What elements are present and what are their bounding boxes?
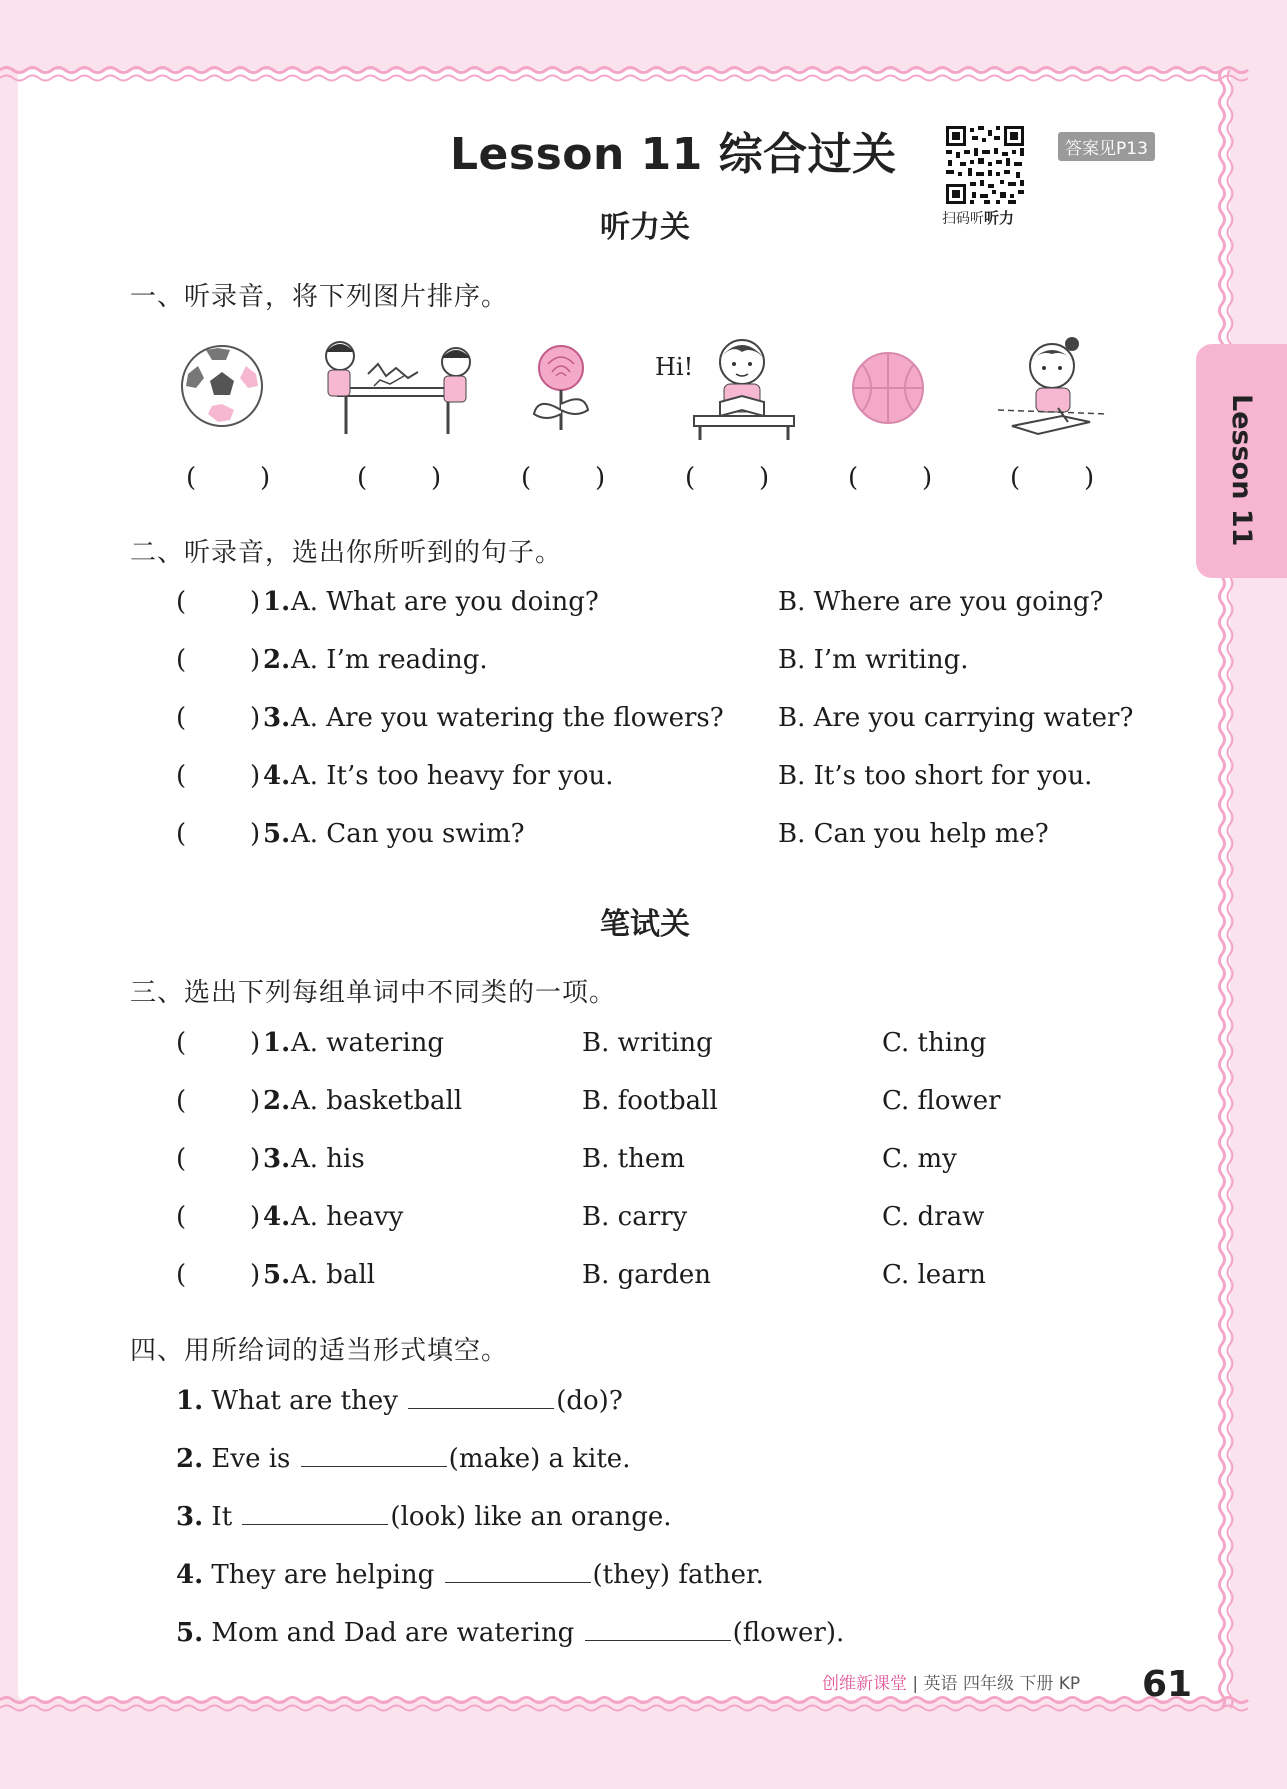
option-b[interactable]: B. Where are you going?	[778, 587, 1104, 617]
picture-answer-close-paren: )	[922, 463, 933, 493]
lesson-side-tab-label: Lesson 11	[1226, 394, 1257, 547]
option-a[interactable]: A. Are you watering the flowers?	[291, 703, 724, 733]
picture-answer-close-paren: )	[260, 463, 271, 493]
answer-blank-input[interactable]	[301, 1444, 447, 1467]
question-number: 3.	[176, 1502, 204, 1532]
option-a[interactable]: A. ball	[291, 1260, 376, 1290]
option-c[interactable]: C. my	[882, 1144, 957, 1174]
qr-caption-bold: 听力	[984, 209, 1015, 227]
answer-close-paren: )	[250, 761, 261, 791]
picture-answer-close-paren: )	[595, 463, 606, 493]
children-drawing-icon	[318, 334, 474, 438]
picture-answer-close-paren: )	[759, 463, 770, 493]
footer-brand: 创维新课堂	[822, 1674, 907, 1694]
picture-answer-open-paren: (	[357, 463, 368, 493]
option-a[interactable]: A. his	[291, 1144, 365, 1174]
speech-bubble-text: Hi!	[655, 353, 694, 381]
answer-open-paren: (	[176, 1086, 187, 1116]
answer-open-paren: (	[176, 703, 187, 733]
question-number: 5.	[176, 1618, 204, 1648]
question-number: 4.	[263, 1202, 291, 1232]
footer-info: 创维新课堂 | 英语 四年级 下册 KP	[822, 1674, 1081, 1694]
question-number: 4.	[176, 1560, 204, 1590]
fill-in-row	[176, 1386, 623, 1416]
question-number: 2.	[176, 1444, 204, 1474]
picture-answer-open-paren: (	[848, 463, 859, 493]
question-number: 4.	[263, 761, 291, 791]
option-a[interactable]: A. It’s too heavy for you.	[291, 761, 614, 791]
fill-in-row	[176, 1502, 672, 1532]
sentence-before-blank: Eve is	[211, 1444, 291, 1474]
option-b[interactable]: B. writing	[582, 1028, 713, 1058]
page-title: Lesson 11 综合过关	[450, 129, 897, 180]
qr-code-icon[interactable]	[944, 124, 1026, 206]
answer-open-paren: (	[176, 819, 187, 849]
answer-open-paren: (	[176, 1144, 187, 1174]
part2-instruction: 二、听录音，选出你所听到的句子。	[130, 538, 563, 568]
football-icon	[178, 342, 268, 430]
answer-close-paren: )	[250, 587, 261, 617]
option-b[interactable]: B. carry	[582, 1202, 688, 1232]
question-number: 1.	[263, 587, 291, 617]
option-c[interactable]: C. flower	[882, 1086, 1001, 1116]
option-a[interactable]: A. Can you swim?	[291, 819, 525, 849]
picture-answer-close-paren: )	[1084, 463, 1095, 493]
question-number: 1.	[263, 1028, 291, 1058]
option-a[interactable]: A. basketball	[291, 1086, 463, 1116]
answer-open-paren: (	[176, 587, 187, 617]
answer-open-paren: (	[176, 761, 187, 791]
sentence-before-blank: Mom and Dad are watering	[211, 1618, 575, 1648]
answer-open-paren: (	[176, 645, 187, 675]
fill-in-row	[176, 1618, 844, 1648]
part4-instruction: 四、用所给词的适当形式填空。	[130, 1336, 509, 1366]
page-number: 61	[1142, 1664, 1193, 1705]
answer-close-paren: )	[250, 1260, 261, 1290]
writing-heading: 笔试关	[600, 907, 690, 942]
sentence-before-blank: It	[211, 1502, 233, 1532]
basketball-icon	[850, 350, 926, 426]
answer-blank-input[interactable]	[408, 1386, 554, 1409]
rose-icon	[526, 340, 596, 434]
answer-open-paren: (	[176, 1028, 187, 1058]
question-number: 5.	[263, 819, 291, 849]
option-c[interactable]: C. thing	[882, 1028, 987, 1058]
boy-reading-icon	[690, 332, 798, 442]
answer-blank-input[interactable]	[242, 1502, 388, 1525]
part3-instruction: 三、选出下列每组单词中不同类的一项。	[130, 978, 617, 1008]
answer-close-paren: )	[250, 1086, 261, 1116]
option-a[interactable]: A. watering	[291, 1028, 445, 1058]
sentence-after-blank: (they) father.	[592, 1560, 764, 1590]
option-a[interactable]: A. I’m reading.	[291, 645, 488, 675]
picture-answer-open-paren: (	[521, 463, 532, 493]
option-b[interactable]: B. Can you help me?	[778, 819, 1049, 849]
option-c[interactable]: C. draw	[882, 1202, 985, 1232]
girl-writing-icon	[998, 332, 1110, 440]
option-b[interactable]: B. garden	[582, 1260, 711, 1290]
answer-close-paren: )	[250, 1144, 261, 1174]
answer-close-paren: )	[250, 703, 261, 733]
qr-caption-prefix: 扫码听	[942, 211, 984, 227]
picture-answer-open-paren: (	[1010, 463, 1021, 493]
answer-close-paren: )	[250, 1028, 261, 1058]
option-b[interactable]: B. them	[582, 1144, 685, 1174]
sentence-after-blank: (look) like an orange.	[390, 1502, 672, 1532]
option-c[interactable]: C. learn	[882, 1260, 986, 1290]
qr-caption	[942, 207, 1014, 228]
answer-close-paren: )	[250, 1202, 261, 1232]
answer-close-paren: )	[250, 645, 261, 675]
answer-close-paren: )	[250, 819, 261, 849]
sentence-after-blank: (make) a kite.	[448, 1444, 631, 1474]
question-number: 5.	[263, 1260, 291, 1290]
answer-blank-input[interactable]	[445, 1560, 591, 1583]
part1-instruction: 一、听录音，将下列图片排序。	[130, 282, 509, 312]
sentence-before-blank: They are helping	[211, 1560, 435, 1590]
sentence-before-blank: What are they	[211, 1386, 398, 1416]
answer-reference-badge: 答案见P13	[1058, 132, 1155, 161]
question-number: 1.	[176, 1386, 204, 1416]
option-b[interactable]: B. It’s too short for you.	[778, 761, 1093, 791]
option-b[interactable]: B. football	[582, 1086, 718, 1116]
option-b[interactable]: B. I’m writing.	[778, 645, 969, 675]
option-a[interactable]: A. heavy	[291, 1202, 404, 1232]
picture-answer-close-paren: )	[431, 463, 442, 493]
question-number: 3.	[263, 1144, 291, 1174]
sentence-after-blank: (do)?	[556, 1386, 623, 1416]
answer-open-paren: (	[176, 1202, 187, 1232]
footer-details: 英语 四年级 下册 KP	[923, 1674, 1081, 1694]
option-b[interactable]: B. Are you carrying water?	[778, 703, 1134, 733]
picture-answer-open-paren: (	[186, 463, 197, 493]
picture-answer-open-paren: (	[685, 463, 696, 493]
question-number: 2.	[263, 1086, 291, 1116]
question-number: 3.	[263, 703, 291, 733]
answer-open-paren: (	[176, 1260, 187, 1290]
sentence-after-blank: (flower).	[732, 1618, 845, 1648]
fill-in-row	[176, 1444, 630, 1474]
question-number: 2.	[263, 645, 291, 675]
listening-heading: 听力关	[600, 210, 690, 245]
option-a[interactable]: A. What are you doing?	[291, 587, 599, 617]
answer-blank-input[interactable]	[585, 1618, 731, 1641]
fill-in-row	[176, 1560, 764, 1590]
